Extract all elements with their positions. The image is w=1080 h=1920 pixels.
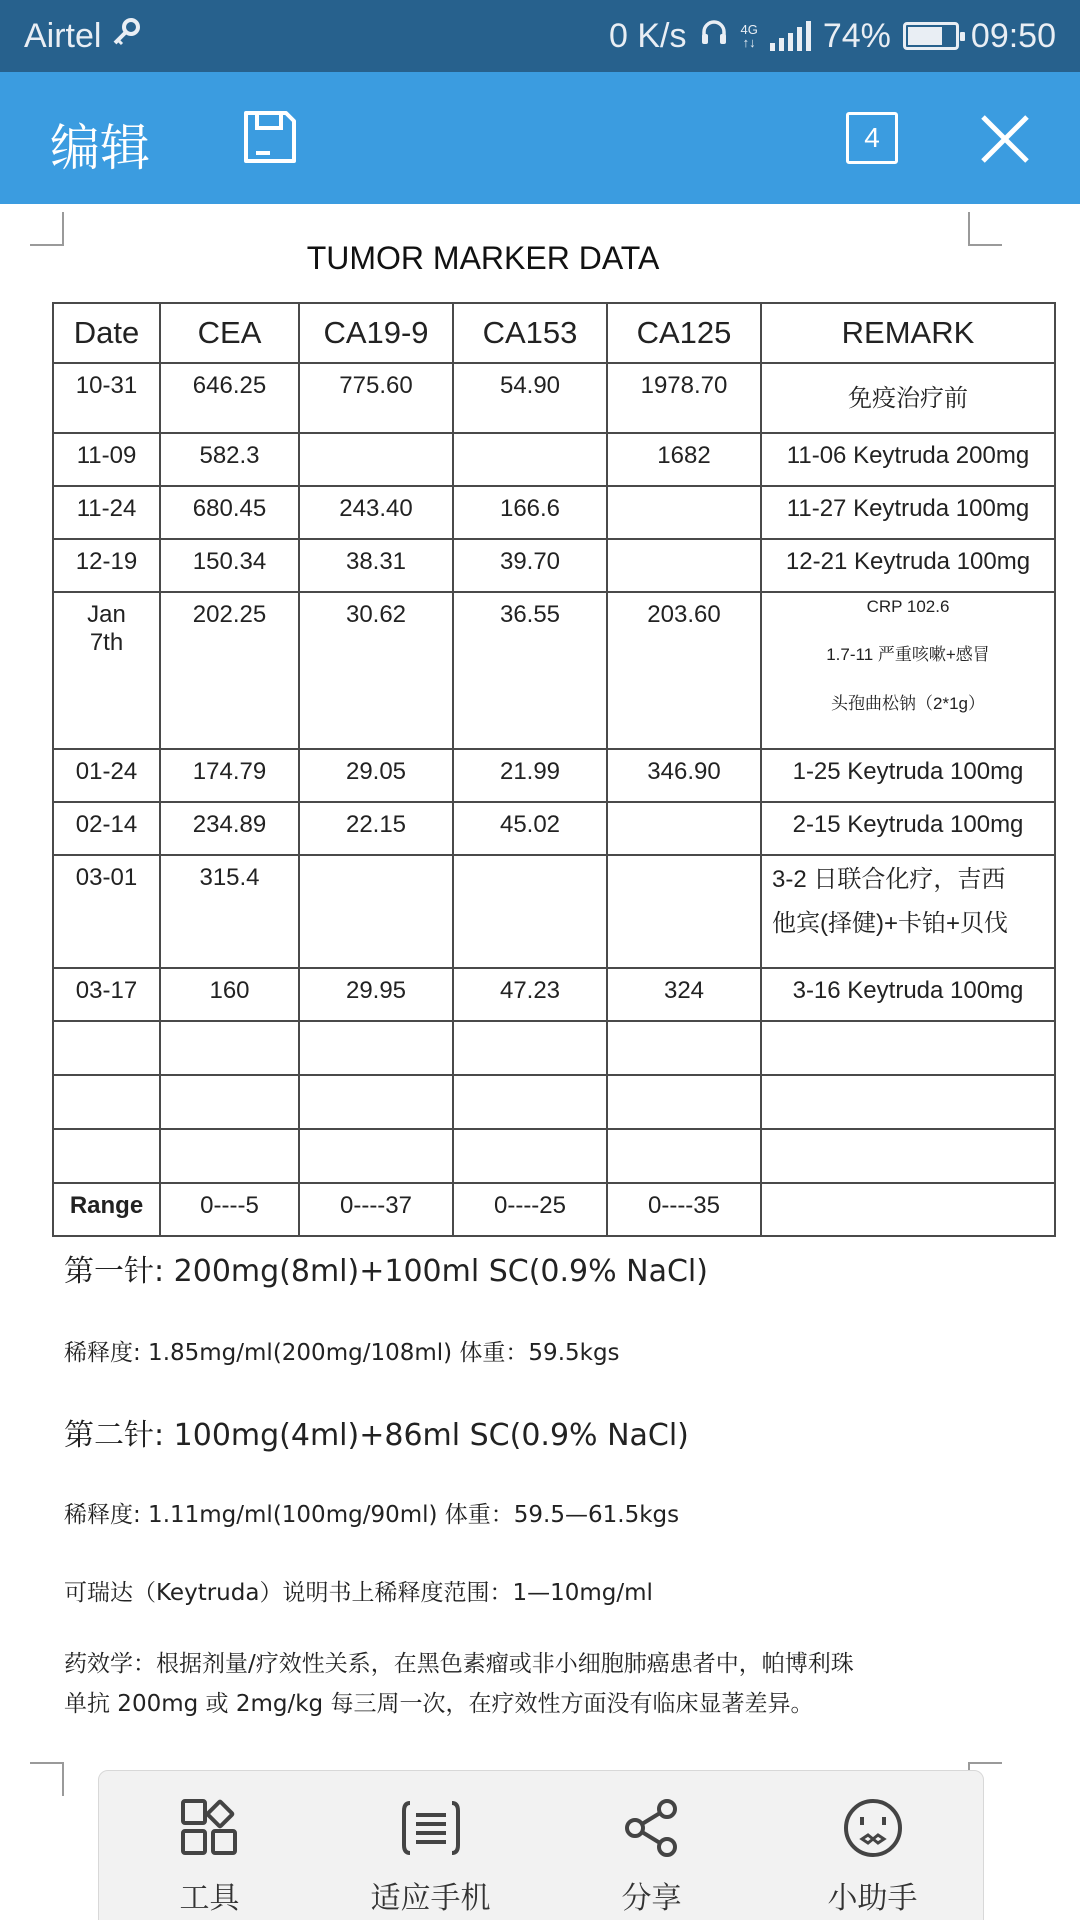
empty-cell	[299, 1021, 453, 1075]
empty-cell	[607, 1021, 761, 1075]
battery-icon	[903, 22, 959, 50]
ca199-cell	[299, 433, 453, 486]
range-label: Range	[53, 1183, 160, 1236]
empty-cell	[160, 1021, 299, 1075]
document-title: TUMOR MARKER DATA	[306, 240, 660, 276]
ca125-cell	[607, 486, 761, 539]
edit-title[interactable]: 编辑	[50, 119, 150, 177]
table-row	[53, 433, 1055, 486]
crop-mark	[968, 212, 1002, 246]
table-row	[53, 486, 1055, 539]
table-header-row	[53, 303, 1055, 363]
ca199-cell: 243.40	[299, 486, 453, 539]
ca153-cell: 21.99	[453, 749, 607, 802]
clock: 09:50	[970, 16, 1056, 55]
ca199-cell: 30.62	[299, 592, 453, 749]
page-count-button[interactable]: 4	[846, 112, 898, 164]
empty-cell	[299, 1075, 453, 1129]
column-header: CA125	[607, 303, 761, 363]
fit-phone-icon	[400, 1797, 462, 1859]
ca199-cell: 775.60	[299, 363, 453, 433]
ca125-range: 0----35	[607, 1183, 761, 1236]
headphones-icon	[699, 17, 729, 56]
crop-mark	[30, 1762, 64, 1796]
ca125-cell: 1978.70	[607, 363, 761, 433]
close-icon[interactable]	[978, 112, 1032, 166]
app-bar	[0, 72, 1080, 204]
remark-cell	[761, 592, 1055, 749]
battery-fill	[908, 27, 942, 45]
empty-cell	[299, 1129, 453, 1183]
ca153-cell: 54.90	[453, 363, 607, 433]
column-header: CA19-9	[299, 303, 453, 363]
remark-cell: 1-25 Keytruda 100mg	[761, 749, 1055, 802]
empty-cell	[160, 1075, 299, 1129]
ca125-cell	[607, 539, 761, 592]
cea-cell: 202.25	[160, 592, 299, 749]
column-header: Date	[53, 303, 160, 363]
tools-label: 工具	[179, 1881, 240, 1916]
share-button[interactable]	[552, 1797, 752, 1920]
ca153-cell: 166.6	[453, 486, 607, 539]
column-header: REMARK	[761, 303, 1055, 363]
remark-line: 1.7-11 严重咳嗽+感冒	[826, 645, 990, 665]
assistant-label: 小助手	[827, 1881, 918, 1916]
date-cell: 03-17	[53, 968, 160, 1021]
empty-cell	[453, 1075, 607, 1129]
network-type: 4G ↑↓	[740, 22, 758, 50]
share-label: 分享	[621, 1881, 682, 1916]
column-header: CA153	[453, 303, 607, 363]
empty-cell	[761, 1021, 1055, 1075]
table-row	[53, 855, 1055, 968]
ca153-cell: 47.23	[453, 968, 607, 1021]
ca153-cell	[453, 855, 607, 968]
remark-cell	[761, 855, 1055, 968]
tumor-marker-table	[52, 302, 1056, 1237]
table-row	[53, 1075, 1055, 1129]
empty-cell	[453, 1129, 607, 1183]
ca125-cell: 346.90	[607, 749, 761, 802]
cea-cell: 582.3	[160, 433, 299, 486]
net-speed: 0 K/s	[609, 16, 687, 55]
tools-button[interactable]	[110, 1797, 310, 1920]
cea-cell: 646.25	[160, 363, 299, 433]
table-row	[53, 802, 1055, 855]
ca199-cell: 29.05	[299, 749, 453, 802]
ca125-cell: 203.60	[607, 592, 761, 749]
remark-range	[761, 1183, 1055, 1236]
range-row	[53, 1183, 1055, 1236]
table-row	[53, 968, 1055, 1021]
remark-line: 头孢曲松钠（2*1g）	[831, 693, 985, 713]
empty-cell	[607, 1075, 761, 1129]
empty-cell	[160, 1129, 299, 1183]
remark-cell: 11-06 Keytruda 200mg	[761, 433, 1055, 486]
column-header: CEA	[160, 303, 299, 363]
assistant-button[interactable]	[773, 1797, 973, 1920]
ca199-range: 0----37	[299, 1183, 453, 1236]
remark-cell: 免疫治疗前	[761, 363, 1055, 433]
share-icon	[621, 1797, 683, 1859]
remark-cell: 11-27 Keytruda 100mg	[761, 486, 1055, 539]
ca125-cell	[607, 855, 761, 968]
status-bar	[0, 0, 1080, 72]
date-cell: 12-19	[53, 539, 160, 592]
ca153-cell	[453, 433, 607, 486]
table-row	[53, 1129, 1055, 1183]
pharmacodynamics-line: 单抗 200mg 或 2mg/kg 每三周一次，在疗效性方面没有临床显著差异。	[64, 1691, 814, 1717]
second-dose-note: 第二针: 100mg(4ml)+86ml SC(0.9% NaCl)	[64, 1418, 689, 1453]
pharmacodynamics-note	[64, 1644, 1004, 1724]
bottom-toolbar	[98, 1770, 984, 1920]
document-page	[0, 204, 1080, 1920]
date-cell: 03-01	[53, 855, 160, 968]
ca125-cell: 1682	[607, 433, 761, 486]
key-icon	[111, 17, 141, 56]
date-cell	[53, 592, 160, 749]
table-row	[53, 363, 1055, 433]
table-row	[53, 1021, 1055, 1075]
save-icon[interactable]	[242, 109, 298, 165]
empty-cell	[53, 1129, 160, 1183]
ca125-cell: 324	[607, 968, 761, 1021]
fit-phone-label: 适应手机	[370, 1881, 491, 1916]
remark-line: CRP 102.6	[866, 597, 950, 616]
tools-grid-icon	[179, 1797, 241, 1859]
pharmacodynamics-line: 药效学：根据剂量/疗效性关系，在黑色素瘤或非小细胞肺癌患者中，帕博利珠	[64, 1651, 854, 1677]
assistant-face-icon	[842, 1797, 904, 1859]
dilution-range-note: 可瑞达（Keytruda）说明书上稀释度范围：1—10mg/ml	[64, 1580, 653, 1606]
date-cell: 02-14	[53, 802, 160, 855]
empty-cell	[607, 1129, 761, 1183]
cea-cell: 315.4	[160, 855, 299, 968]
date-cell: 10-31	[53, 363, 160, 433]
fit-phone-button[interactable]	[331, 1797, 531, 1920]
empty-cell	[53, 1021, 160, 1075]
date-cell: 11-09	[53, 433, 160, 486]
ca125-cell	[607, 802, 761, 855]
remark-line: 3-2 日联合化疗，吉西	[772, 866, 1006, 893]
remark-line: 他宾(择健)+卡铂+贝伐	[772, 910, 1009, 937]
table-row	[53, 749, 1055, 802]
first-dilution-note: 稀释度: 1.85mg/ml(200mg/108ml) 体重：59.5kgs	[64, 1340, 620, 1366]
ca153-cell: 45.02	[453, 802, 607, 855]
table-row	[53, 539, 1055, 592]
ca153-cell: 36.55	[453, 592, 607, 749]
cea-cell: 234.89	[160, 802, 299, 855]
date-line: 7th	[89, 629, 124, 656]
battery-percent: 74%	[822, 16, 891, 55]
ca199-cell: 38.31	[299, 539, 453, 592]
cea-range: 0----5	[160, 1183, 299, 1236]
ca199-cell	[299, 855, 453, 968]
ca153-range: 0----25	[453, 1183, 607, 1236]
table-row	[53, 592, 1055, 749]
cea-cell: 174.79	[160, 749, 299, 802]
empty-cell	[453, 1021, 607, 1075]
cea-cell: 160	[160, 968, 299, 1021]
empty-cell	[53, 1075, 160, 1129]
remark-cell: 2-15 Keytruda 100mg	[761, 802, 1055, 855]
date-line: Jan	[87, 601, 126, 628]
cea-cell: 680.45	[160, 486, 299, 539]
first-dose-note: 第一针: 200mg(8ml)+100ml SC(0.9% NaCl)	[64, 1254, 708, 1289]
ca199-cell: 29.95	[299, 968, 453, 1021]
remark-cell: 3-16 Keytruda 100mg	[761, 968, 1055, 1021]
empty-cell	[761, 1129, 1055, 1183]
date-cell: 01-24	[53, 749, 160, 802]
remark-cell: 12-21 Keytruda 100mg	[761, 539, 1055, 592]
cea-cell: 150.34	[160, 539, 299, 592]
ca153-cell: 39.70	[453, 539, 607, 592]
ca199-cell: 22.15	[299, 802, 453, 855]
carrier-name: Airtel	[24, 16, 102, 55]
empty-cell	[761, 1075, 1055, 1129]
signal-icon	[770, 21, 811, 51]
second-dilution-note: 稀释度: 1.11mg/ml(100mg/90ml) 体重：59.5—61.5kgs	[64, 1502, 680, 1528]
date-cell: 11-24	[53, 486, 160, 539]
